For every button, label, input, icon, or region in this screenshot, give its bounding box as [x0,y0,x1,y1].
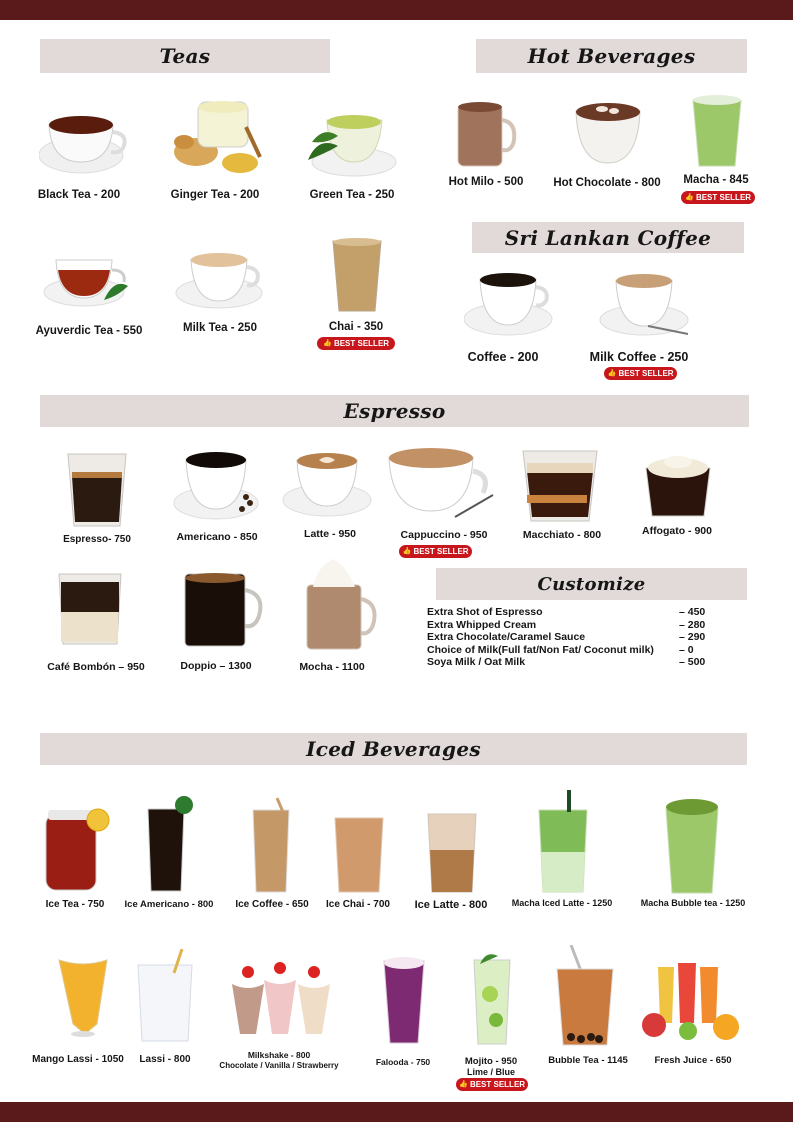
item-label: Ginger Tea - 200 [170,189,260,201]
tea-cup-icon [39,100,129,182]
section-title: Espresso [343,399,446,423]
thumbs-up-icon: 👍 [607,369,617,377]
customize-row [427,656,727,669]
thumbs-up-icon: 👍 [458,1080,468,1088]
falooda-glass-icon [380,955,428,1047]
ginger-tea-icon [168,97,263,182]
item-label: Hot Milo - 500 [448,176,524,188]
cappuccino-cup-icon [385,445,497,521]
item-label: Macha Bubble tea - 1250 [640,898,746,908]
best-seller-badge [456,1078,528,1091]
option-price: – 0 [679,643,694,656]
doppio-mug-icon [181,570,267,650]
item-label: Ice Coffee - 650 [235,899,309,910]
thumbs-up-icon: 👍 [684,193,694,201]
bottom-border [0,1102,793,1122]
item-label: Macha - 845 [683,174,749,186]
item-label: Black Tea - 200 [37,189,121,201]
option-price: – 280 [679,618,706,631]
badge-text: BEST SELLER [469,1080,526,1089]
best-seller-badge [604,367,677,380]
item-label: Cappuccino - 950 [400,529,488,541]
hot-chocolate-icon [572,97,646,169]
thumbs-up-icon: 👍 [402,547,412,555]
customize-list [427,606,727,669]
item-sublabel: Lime / Blue [466,1067,515,1077]
section-header-teas [40,39,330,73]
badge-text: BEST SELLER [618,369,674,378]
ice-latte-glass-icon [424,810,480,894]
item-label: Affogato - 900 [641,525,712,537]
mango-lassi-glass-icon [55,952,111,1038]
milkshake-glasses-icon [228,950,334,1044]
espresso-glass-icon [64,450,130,528]
ayurvedic-tea-icon [42,240,136,315]
badge-text: BEST SELLER [695,193,752,202]
milo-mug-icon [454,100,518,170]
macha-iced-latte-glass-icon [535,790,591,894]
macha-cup-icon [689,92,745,168]
customize-row [427,619,727,632]
badge-text: BEST SELLER [413,547,469,556]
macha-bubble-tea-icon [662,795,722,895]
section-header-iced-beverages [40,733,747,765]
best-seller-badge [399,545,472,558]
item-label: Ayuverdic Tea - 550 [35,325,143,337]
item-label: Café Bombón – 950 [47,661,145,673]
milk-coffee-icon [598,270,692,340]
item-label: Coffee - 200 [467,350,539,364]
macchiato-glass-icon [519,445,601,525]
customize-row [427,631,727,644]
green-tea-icon [302,102,402,182]
customize-row [427,644,727,657]
affogato-glass-icon [642,452,714,518]
item-label: Macha Iced Latte - 1250 [511,898,613,908]
item-label: Espresso- 750 [63,534,131,545]
item-label: Ice Latte - 800 [414,899,488,911]
item-label: Mojito - 950 [464,1056,518,1067]
section-title: Hot Beverages [527,44,696,68]
item-label: Macchiato - 800 [522,529,602,541]
option-price: – 500 [679,656,706,668]
option-price: – 450 [679,606,706,618]
best-seller-badge [681,191,755,204]
option-name: Extra Whipped Cream [427,618,537,631]
item-label: Ice Chai - 700 [326,899,390,910]
item-sublabel: Chocolate / Vanilla / Strawberry [219,1061,339,1070]
ice-tea-jar-icon [42,806,112,892]
section-header-hot-beverages [476,39,747,73]
americano-cup-icon [172,447,262,525]
fresh-juice-glasses-icon [638,957,748,1041]
mocha-mug-icon [303,555,385,653]
cafe-bombon-glass-icon [55,570,125,648]
item-label: Hot Chocolate - 800 [553,177,661,189]
section-title: Customize [537,573,646,595]
item-label: Ice Americano - 800 [124,899,214,910]
item-label: Lassi - 800 [139,1054,191,1065]
section-title: Iced Beverages [306,737,481,761]
section-title: Teas [159,44,211,68]
option-price: – 290 [679,631,706,643]
item-label: Fresh Juice - 650 [654,1055,732,1066]
item-label: Milk Tea - 250 [183,322,257,334]
ice-chai-glass-icon [331,814,387,894]
item-label: Bubble Tea - 1145 [548,1055,628,1066]
option-name: Extra Chocolate/Caramel Sauce [427,631,586,643]
section-title: Sri Lankan Coffee [504,225,712,250]
item-label: Doppio – 1300 [180,660,252,672]
item-label: Mango Lassi - 1050 [32,1054,124,1065]
ice-coffee-glass-icon [249,796,293,894]
section-header-espresso [40,395,749,427]
item-label: Falooda - 750 [375,1057,431,1067]
mojito-glass-icon [470,950,514,1046]
option-name: Choice of Milk(Full fat/Non Fat/ Coconut milk) [427,643,654,656]
option-name: Soya Milk / Oat Milk [427,656,526,668]
section-header-customize [436,568,747,600]
option-name: Extra Shot of Espresso [427,606,543,618]
item-label: Mocha - 1100 [299,661,365,673]
item-label: Milk Coffee - 250 [589,350,689,364]
item-label: Milkshake - 800 [247,1050,311,1060]
section-header-sri-lankan-coffee [472,222,744,253]
top-border [0,0,793,20]
item-label: Ice Tea - 750 [45,899,105,910]
ice-americano-glass-icon [144,795,196,893]
milk-tea-icon [175,245,267,315]
lassi-glass-icon [134,949,198,1045]
item-label: Latte - 950 [304,528,356,540]
customize-row [427,606,727,619]
badge-text: BEST SELLER [333,339,390,348]
item-label: Green Tea - 250 [309,189,395,201]
best-seller-badge [317,337,395,350]
item-label: Chai - 350 [328,321,384,333]
coffee-cup-icon [464,267,556,339]
item-label: Americano - 850 [176,531,258,543]
thumbs-up-icon: 👍 [322,339,332,347]
chai-glass-icon [329,237,385,313]
bubble-tea-cup-icon [553,945,617,1049]
latte-cup-icon [281,448,377,520]
